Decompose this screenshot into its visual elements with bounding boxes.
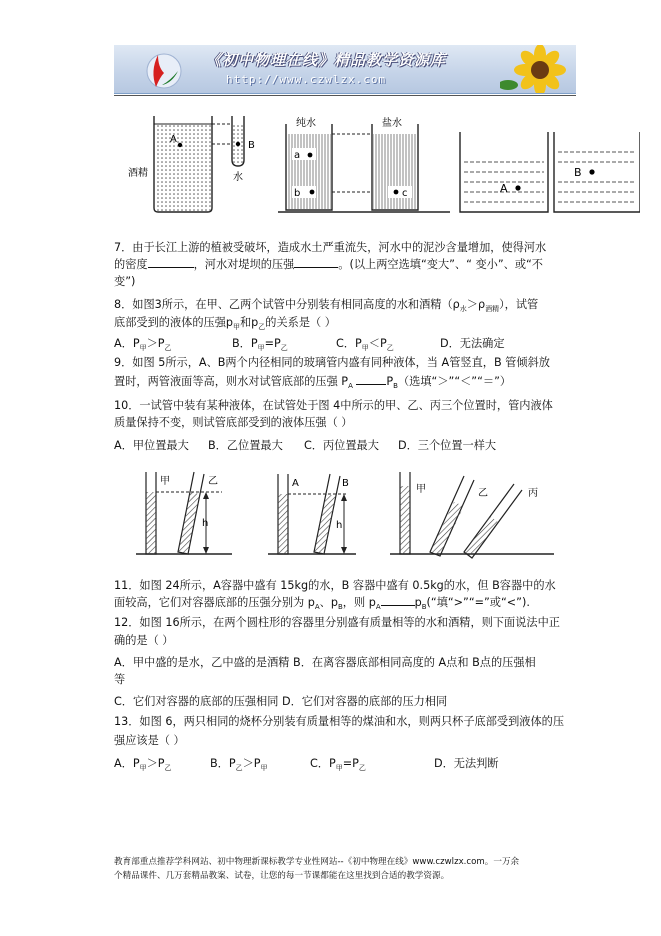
q9-line2: 置时，两管液面等高，则水对试管底部的压强 $P_A$ $P_B$（选填“＞”“＜”“＝”）	[114, 375, 512, 391]
q8-line1: 8．如图3所示，在甲、乙两个试管中分别装有相同高度的水和酒精$(\rho_水>\rho_{酒精})$，试管	[114, 298, 539, 314]
footer-line1: 教育部重点推荐学科网站、初中物理新课标教学专业性网站--《初中物理在线》www.czwlzx.com。一万余	[114, 857, 520, 867]
q10-option-d[interactable]: D．三个位置一样大	[398, 439, 497, 452]
logo-icon	[140, 47, 186, 91]
q7-line1: 7．由于长江上游的植被受破坏，造成水土严重流失，河水中的泥沙含量增加，使得河水	[114, 241, 547, 254]
fig1-label-alcohol: 酒精	[128, 168, 148, 179]
q12-line3[interactable]: A．甲中盛的是水，乙中盛的是酒精 B．在离容器底部相同高度的 A点和 B点的压强相	[114, 656, 536, 669]
figure-tubes-jia-yi	[136, 472, 232, 554]
figure-tubes-a-b	[268, 474, 356, 554]
fig3-label-b: B	[574, 166, 582, 179]
fig-mid3-jia: 甲	[416, 484, 426, 495]
fig-mid1-jia: 甲	[160, 476, 170, 487]
top-figures	[120, 104, 640, 219]
q8-option-d[interactable]: D．无法确定	[440, 337, 505, 350]
q9-blank[interactable]	[356, 373, 386, 385]
q7-line2: 的密度 ，河水对堤坝的压强 。(以上两空选填“变大”、“ 变小”、或“不	[114, 258, 543, 271]
q8-line2: 底部受到的液体的压强$p_甲$和$p_乙$的关系是（ ）	[114, 316, 336, 332]
q10-option-a[interactable]: A．甲位置最大	[114, 439, 189, 452]
q13-option-d[interactable]: D．无法判断	[434, 757, 499, 770]
q10-line1: 10．一试管中装有某种液体，在试管处于图 4中所示的甲、乙、丙三个位置时，管内液体	[114, 399, 553, 412]
q8-option-c[interactable]: C．$P_甲<P_乙$	[336, 337, 394, 353]
fig-mid2-h: h	[336, 520, 343, 531]
fig1-label-b: B	[248, 140, 255, 151]
fig-mid2-a: A	[292, 478, 299, 489]
header-banner	[114, 45, 576, 94]
fig-mid1-yi: 乙	[208, 476, 218, 487]
q8-option-a[interactable]: A．$P_甲>P_乙$	[114, 337, 172, 353]
fig2-label-c: c	[402, 188, 408, 199]
q13-option-b[interactable]: B．$P_乙>P_甲$	[210, 757, 268, 773]
q13-line2: 强应该是（ ）	[114, 734, 185, 747]
footer-line2: 个精品课件、几万套精品教案、试卷，让您的每一节课都能在这里找到合适的教学资源。	[114, 871, 450, 881]
fig1-label-a: A	[170, 134, 177, 145]
figure-tubes-jia-yi-bing	[390, 472, 554, 558]
q8-option-b[interactable]: B．$P_甲=P_乙$	[232, 337, 288, 353]
mid-figures	[130, 464, 560, 564]
q13-line1: 13．如图 6，两只相同的烧杯分别装有质量相等的煤油和水，则两只杯子底部受到液体的压	[114, 715, 565, 728]
q12-line4: 等	[114, 673, 126, 686]
fig-mid3-bing: 丙	[528, 488, 538, 499]
fig-mid3-yi: 乙	[478, 488, 488, 499]
figure-two-beakers	[460, 132, 640, 212]
q7-blank-2[interactable]	[294, 256, 338, 268]
fig2-label-a: a	[294, 150, 301, 161]
q13-option-a[interactable]: A．$P_甲>P_乙$	[114, 757, 172, 773]
figure-alcohol-water	[128, 116, 255, 212]
sunflower-icon	[500, 45, 576, 93]
fig-mid2-b: B	[342, 478, 349, 489]
q13-option-c[interactable]: C．$P_甲=P_乙$	[310, 757, 366, 773]
fig1-label-water: 水	[233, 172, 243, 183]
fig2-label-salt: 盐水	[382, 118, 402, 129]
q7-line3: 变”)	[114, 275, 136, 288]
q12-line1: 12．如图 16所示，在两个圆柱形的容器里分别盛有质量相等的水和酒精，则下面说法中正	[114, 616, 560, 629]
fig2-label-pure: 纯水	[296, 118, 316, 129]
q12-line2: 确的是（ ）	[114, 634, 174, 647]
q10-option-c[interactable]: C．丙位置最大	[304, 439, 379, 452]
q11-line1: 11．如图 24所示，A容器中盛有 15kg的水，B 容器中盛有 0.5kg的水，但 B容器中的水	[114, 579, 556, 592]
fig-mid1-h: h	[202, 518, 209, 529]
q10-option-b[interactable]: B．乙位置最大	[208, 439, 283, 452]
q11-line2: 面较高，它们对容器底部的压强分别为 $p_A$、$p_B$，则 $p_A$ $p_B(“$填“>”“=”或“<”).	[114, 596, 530, 612]
fig2-label-b: b	[294, 188, 301, 199]
header-url: http://www.czwlzx.com	[226, 73, 387, 86]
q9-line1: 9．如图 5所示，A、B两个内径相同的玻璃管内盛有同种液体，当 A管竖直，B 管倾斜放	[114, 356, 550, 369]
fig3-label-a: A	[500, 182, 508, 195]
q12-line5[interactable]: C．它们对容器的底部的压强相同 D．它们对容器的底部的压力相同	[114, 695, 448, 708]
header-rule	[114, 95, 576, 96]
q7-blank-1[interactable]	[148, 256, 194, 268]
figure-pure-salt-water	[278, 116, 450, 212]
q10-line2: 质量保持不变，则试管底部受到的液体压强（ ）	[114, 416, 353, 429]
header-title: 《初中物理在线》精品教学资源库	[206, 51, 447, 69]
q11-blank[interactable]	[381, 594, 415, 606]
